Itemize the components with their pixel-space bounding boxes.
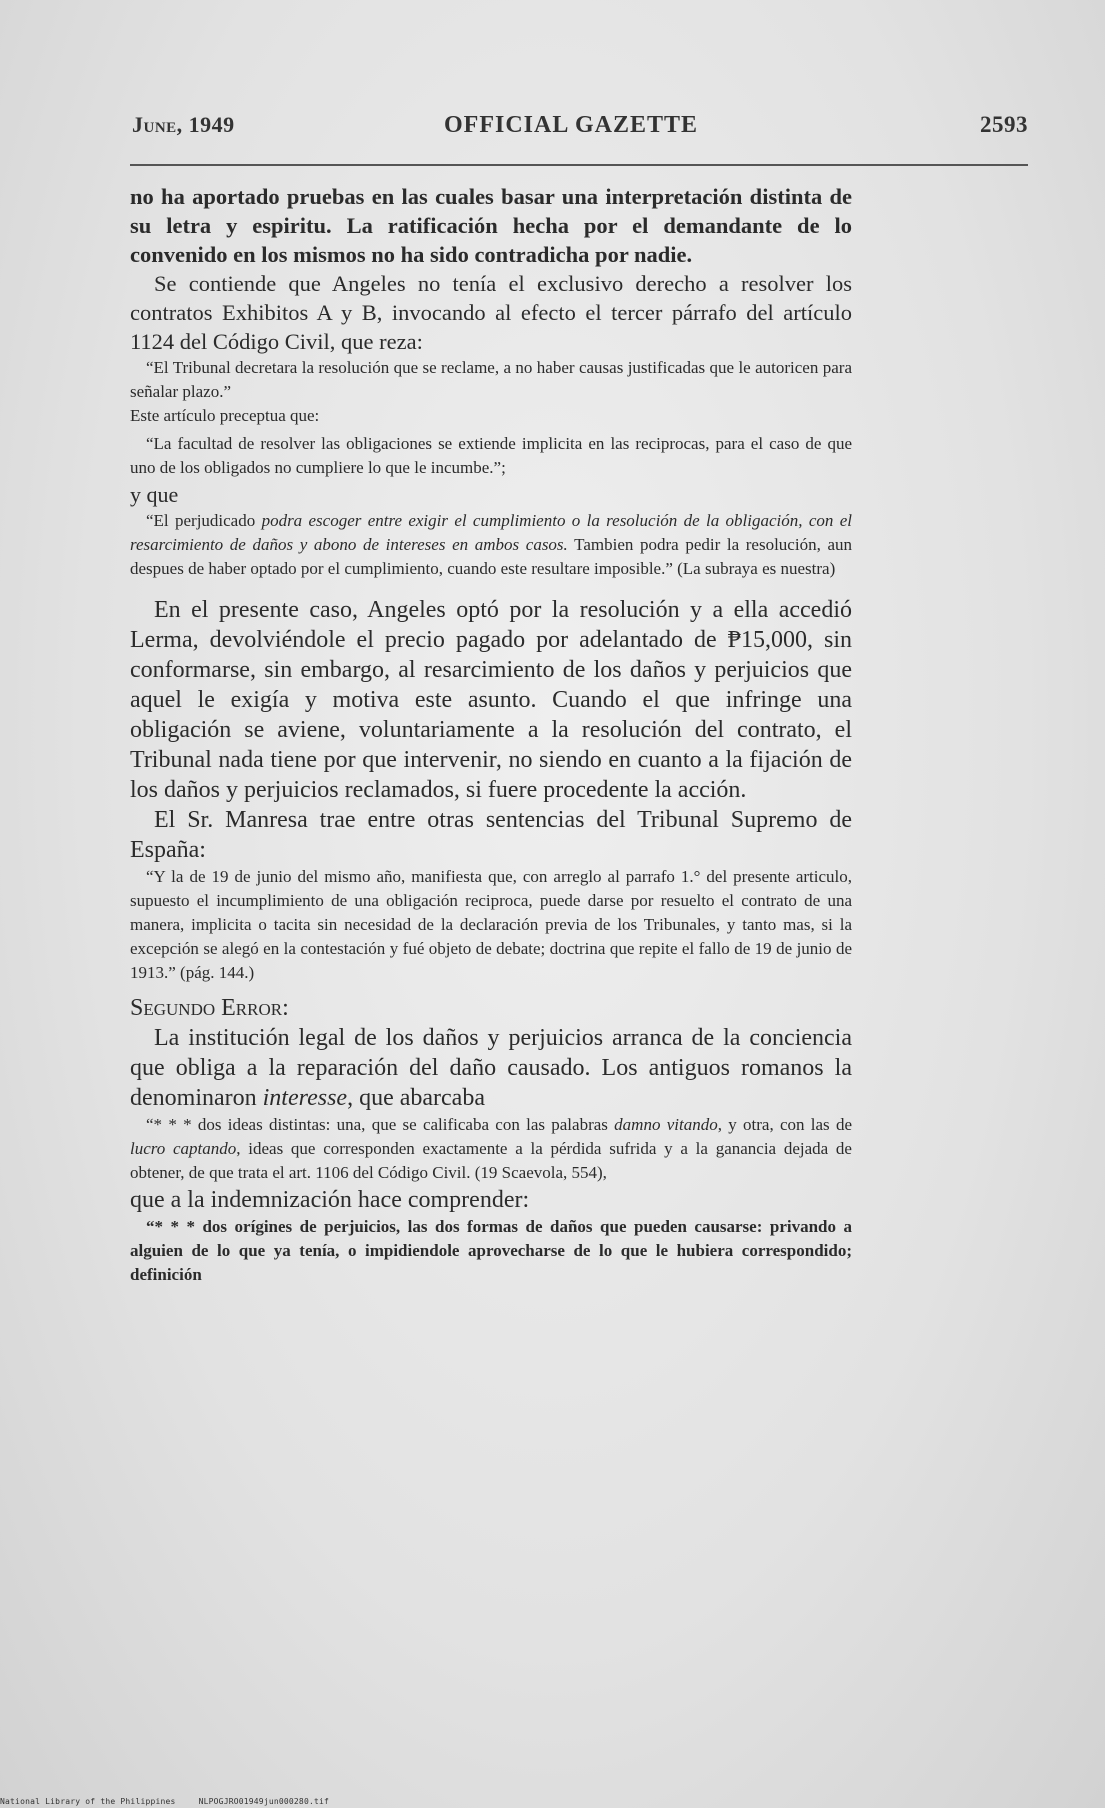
quote-5-tail: , ideas que corresponden exactamente a la pérdida sufrida y a la ganancia dejada de obtener, de que trata el art. 1106 del Código Civil. (19 Scaevola, 554), xyxy=(130,1139,852,1182)
running-header xyxy=(132,112,1028,152)
quote-1: “El Tribunal decretara la resolución que se reclame, a no haber causas justificadas que le autoricen para señalar plazo.” xyxy=(130,358,852,401)
paragraph-3: Este artículo preceptua que: xyxy=(130,406,320,425)
quote-4: “Y la de 19 de junio del mismo año, manifiesta que, con arreglo al parrafo 1.° del presente articulo, supuesto el incumplimiento de una obligación reciproca, puede darse por resuelto el contrato de una manera, implicita o tacita sin necesidad de la declaración previa de los Tribunales, y tanto mas, si la excepción se alegó en la contestación y fué objeto de debate; doctrina que repite el fallo de 19 de junio de 1913.” (pág. 144.) xyxy=(130,867,852,982)
paragraph-7-lead: La institución legal de los daños y perjuicios arranca de la conciencia que obliga a la reparación del daño causado. Los antiguos romanos la denominaron xyxy=(130,1025,852,1111)
file-name: NLPOGJRO01949jun000280.tif xyxy=(198,1797,330,1806)
quote-3-tail: Tambien podra pedir la resolución, aun despues de haber optado por el cumplimiento, cuando este resultare imposible.” (La subraya es nuestra) xyxy=(130,535,852,578)
quote-5-emphasis-2: lucro captando xyxy=(130,1139,237,1158)
quote-5 xyxy=(130,1113,852,1185)
paragraph-6: El Sr. Manresa trae entre otras sentencias del Tribunal Supremo de España: xyxy=(130,807,852,863)
quote-3 xyxy=(130,509,852,581)
paragraph-7-emphasis: interesse xyxy=(262,1085,348,1111)
paragraph-7-tail: , que abarcaba xyxy=(347,1085,485,1111)
document-body xyxy=(130,182,852,1287)
issue-date: June, 1949 xyxy=(132,112,235,137)
quote-3-emphasis: podra escoger entre exigir el cumplimiento o la resolución de la obligación, con el resarcimiento de daños y abono de intereses en ambos casos. xyxy=(130,511,852,554)
quote-5-emphasis-1: damno vitando xyxy=(614,1115,718,1134)
paragraph-7 xyxy=(130,1023,852,1113)
paragraph-1: no ha aportado pruebas en las cuales basar una interpretación distinta de su letra y espiritu. La ratificación hecha por el demandante de lo convenido en los mismos no ha sido contradicha por nadie. xyxy=(130,184,852,267)
publication-title: OFFICIAL GAZETTE xyxy=(444,112,699,138)
paragraph-8: que a la indemnización hace comprender: xyxy=(130,1187,530,1213)
quote-3-lead: “El perjudicado xyxy=(146,511,262,530)
section-heading: Segundo Error: xyxy=(130,995,289,1021)
quote-2: “La facultad de resolver las obligaciones se extiende implicita en las reciprocas, para el caso de que uno de los obligados no cumpliere lo que le incumbe.”; xyxy=(130,434,852,477)
quote-5-middle: , y otra, con las de xyxy=(717,1115,852,1134)
page-number: 2593 xyxy=(980,112,1028,137)
quote-6: “* * * dos orígines de perjuicios, las dos formas de daños que pueden causarse: privando a alguien de lo que ya tenía, o impidiendole aprovecharse de lo que le hubiera correspondido; definición xyxy=(130,1217,852,1284)
quote-5-lead: “* * * dos ideas distintas: una, que se calificaba con las palabras xyxy=(146,1115,615,1134)
paragraph-2: Se contiende que Angeles no tenía el exclusivo derecho a resolver los contratos Exhibitos A y B, invocando al efecto el tercer párrafo del artículo 1124 del Código Civil, que reza: xyxy=(130,271,852,354)
library-credit: National Library of the Philippines xyxy=(0,1797,176,1806)
header-rule xyxy=(130,164,1028,166)
scan-footer xyxy=(0,1797,347,1806)
paragraph-4: y que xyxy=(130,482,179,507)
paragraph-5: En el presente caso, Angeles optó por la resolución y a ella accedió Lerma, devolviéndole el precio pagado por adelantado de ₱15,000, sin conformarse, sin embargo, al resarcimiento de los daños y perjuicios que aquel le exigía y motiva este asunto. Cuando el que infringe una obligación se aviene, voluntariamente a la resolución del contrato, el Tribunal nada tiene por que intervenir, no siendo en cuanto a la fijación de los daños y perjuicios reclamados, si fuere procedente la acción. xyxy=(130,597,852,803)
